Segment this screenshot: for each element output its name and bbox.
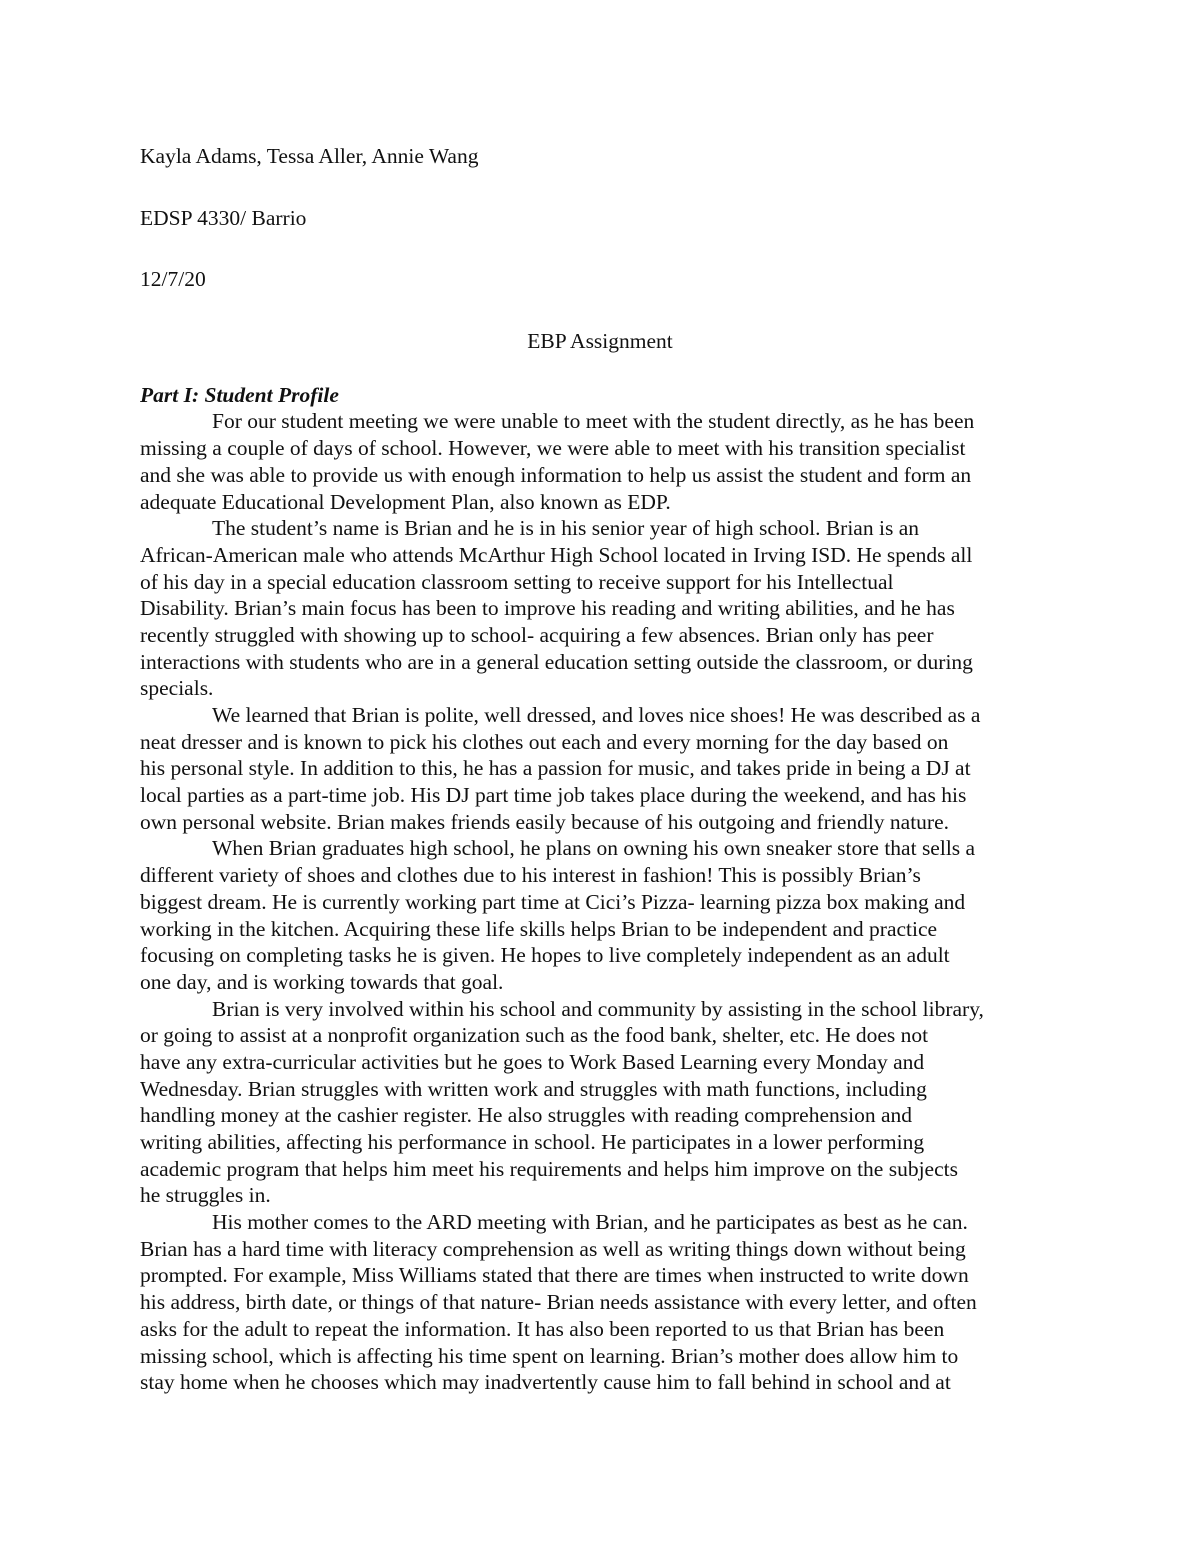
section-heading: Part I: Student Profile: [140, 382, 339, 407]
text-line: prompted. For example, Miss Williams stated that there are times when instructed to write down: [140, 1263, 969, 1288]
text-line: of his day in a special education classroom setting to receive support for his Intellectual: [140, 569, 894, 594]
author-names: Kayla Adams, Tessa Aller, Annie Wang: [140, 144, 479, 168]
paragraph: [140, 1209, 1060, 1396]
text-line: own personal website. Brian makes friends easily because of his outgoing and friendly nature.: [140, 809, 950, 834]
paragraph: [140, 702, 1060, 835]
text-line: handling money at the cashier register. He also struggles with reading comprehension and: [140, 1103, 912, 1128]
text-line: Wednesday. Brian struggles with written work and struggles with math functions, including: [140, 1076, 927, 1101]
text-line: his personal style. In addition to this, he has a passion for music, and takes pride in being a DJ at: [140, 756, 971, 781]
text-line: academic program that helps him meet his requirements and helps him improve on the subjects: [140, 1156, 958, 1181]
text-line: specials.: [140, 676, 214, 701]
document-body: [140, 143, 1060, 1396]
text-line: African-American male who attends McArthur High School located in Irving ISD. He spends all: [140, 542, 973, 567]
text-line: his address, birth date, or things of that nature- Brian needs assistance with every letter, and often: [140, 1290, 977, 1315]
text-line: local parties as a part-time job. His DJ part time job takes place during the weekend, and has his: [140, 783, 967, 808]
text-line: The student’s name is Brian and he is in his senior year of high school. Brian is an: [212, 516, 919, 541]
paragraph: [140, 996, 1060, 1210]
text-line: have any extra-curricular activities but he goes to Work Based Learning every Monday and: [140, 1049, 925, 1074]
text-line: For our student meeting we were unable to meet with the student directly, as he has been: [212, 409, 975, 434]
text-line: missing school, which is affecting his time spent on learning. Brian’s mother does allow him to: [140, 1343, 959, 1368]
text-line: His mother comes to the ARD meeting with Brian, and he participates as best as he can.: [212, 1210, 968, 1235]
course-info: EDSP 4330/ Barrio: [140, 205, 307, 230]
text-line: interactions with students who are in a general education setting outside the classroom, or during: [140, 649, 973, 674]
paragraph: [140, 408, 1060, 515]
text-line: neat dresser and is known to pick his clothes out each and every morning for the day based on: [140, 729, 949, 754]
text-line: one day, and is working towards that goal.: [140, 969, 504, 994]
text-line: missing a couple of days of school. However, we were able to meet with his transition specialist: [140, 436, 966, 461]
text-line: When Brian graduates high school, he plans on owning his own sneaker store that sells a: [212, 836, 976, 861]
text-line: We learned that Brian is polite, well dressed, and loves nice shoes! He was described as a: [212, 703, 981, 727]
text-line: he struggles in.: [140, 1183, 271, 1208]
text-line: and she was able to provide us with enough information to help us assist the student and form an: [140, 462, 972, 487]
text-line: Brian has a hard time with literacy comprehension as well as writing things down without being: [140, 1236, 966, 1261]
text-line: or going to assist at a nonprofit organization such as the food bank, shelter, etc. He does not: [140, 1023, 929, 1048]
text-line: working in the kitchen. Acquiring these life skills helps Brian to be independent and practice: [140, 916, 938, 941]
document-title: EBP Assignment: [527, 329, 673, 354]
paragraph: [140, 515, 1060, 702]
text-line: focusing on completing tasks he is given. He hopes to live completely independent as an adult: [140, 943, 950, 968]
text-line: Brian is very involved within his school and community by assisting in the school library,: [212, 996, 984, 1021]
document-date: 12/7/20: [140, 267, 206, 292]
text-line: different variety of shoes and clothes due to his interest in fashion! This is possibly Brian’s: [140, 863, 921, 888]
text-line: writing abilities, affecting his performance in school. He participates in a lower performing: [140, 1130, 925, 1154]
text-line: Disability. Brian’s main focus has been to improve his reading and writing abilities, and he has: [140, 596, 955, 621]
text-line: stay home when he chooses which may inadvertently cause him to fall behind in school and at: [140, 1370, 951, 1395]
text-line: biggest dream. He is currently working part time at Cici’s Pizza- learning pizza box making and: [140, 889, 966, 914]
text-line: adequate Educational Development Plan, also known as EDP.: [140, 489, 671, 514]
text-line: asks for the adult to repeat the information. It has also been reported to us that Brian has been: [140, 1316, 945, 1341]
paragraph: [140, 835, 1060, 995]
text-line: recently struggled with showing up to school- acquiring a few absences. Brian only has peer: [140, 622, 934, 647]
